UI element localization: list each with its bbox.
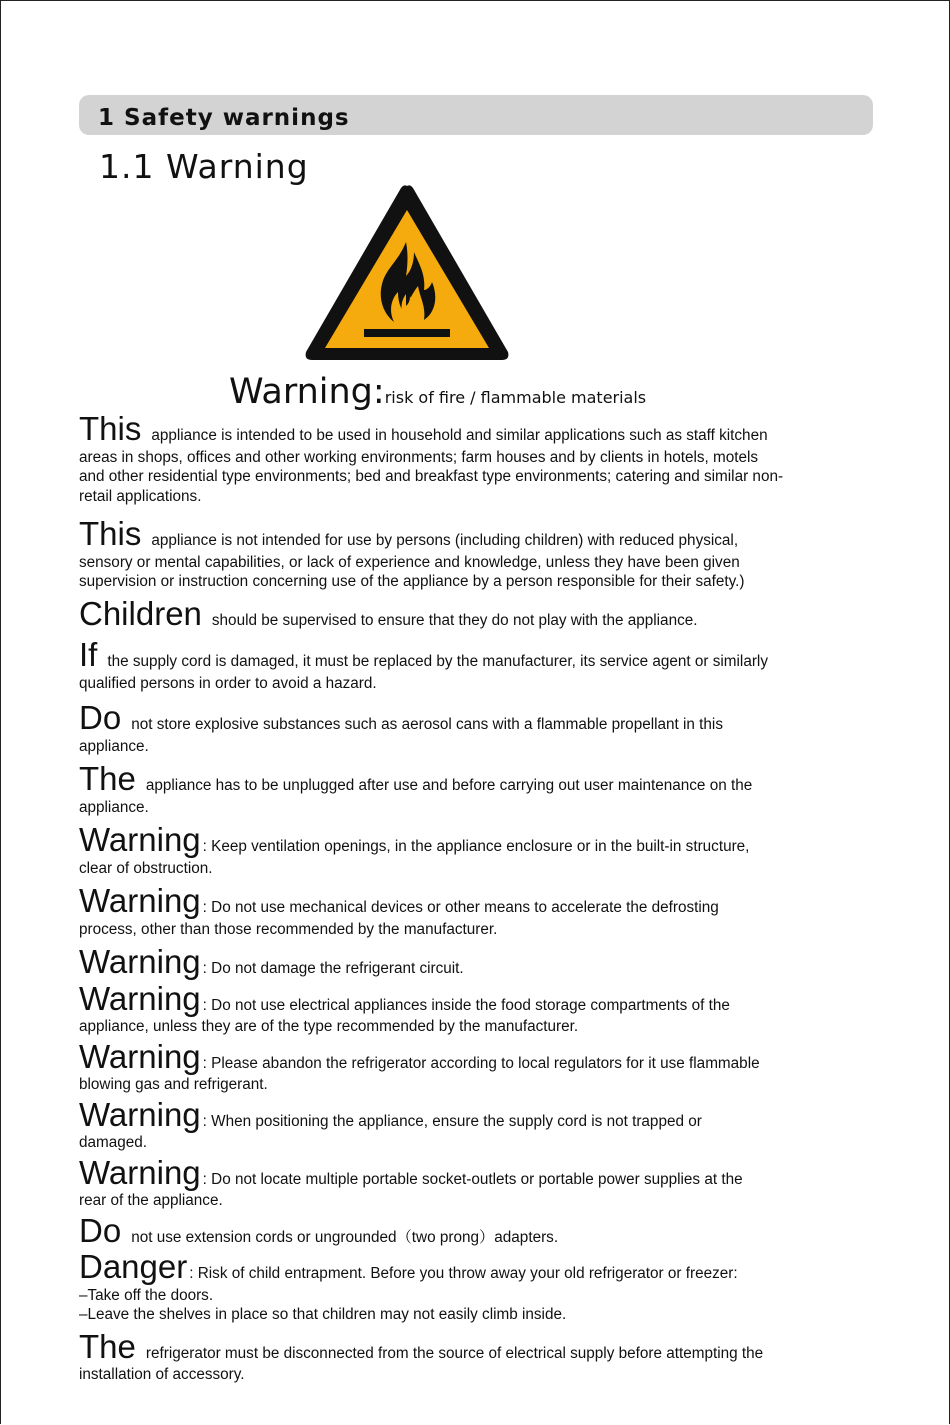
- paragraph-lead-word: Warning: [79, 943, 201, 980]
- paragraph-lead-word: The: [79, 760, 136, 797]
- paragraph-line: [79, 448, 869, 468]
- warning-paragraph: [79, 882, 869, 939]
- paragraph-text: –Leave the shelves in place so that children may not easily climb inside.: [79, 1306, 567, 1323]
- paragraph-text: appliance, unless they are of the type recommended by the manufacturer.: [79, 1018, 579, 1035]
- paragraph-text: appliance is intended to be used in household and similar applications such as staff kitchen: [151, 427, 768, 444]
- paragraph-line: [79, 943, 869, 980]
- paragraph-text: : Keep ventilation openings, in the appliance enclosure or in the built-in structure,: [202, 838, 750, 855]
- paragraph-lead-word: This: [79, 410, 142, 447]
- paragraph-lead-word: Warning: [79, 1095, 201, 1133]
- warning-paragraph: [79, 1153, 869, 1211]
- paragraph-lead-word: Do: [79, 699, 122, 736]
- paragraph-text: : Do not locate multiple portable socket-outlets or portable power supplies at the: [202, 1170, 743, 1188]
- warning-paragraph: [79, 1248, 869, 1325]
- paragraph-line: [79, 882, 869, 919]
- paragraph-lead-word: Warning: [79, 979, 201, 1017]
- subsection-title: 1.1 Warning: [99, 147, 309, 186]
- paragraph-text: rear of the appliance.: [79, 1192, 223, 1209]
- paragraph-line: [79, 410, 869, 447]
- paragraph-text: : Do not use mechanical devices or other means to accelerate the defrosting: [202, 899, 719, 916]
- paragraph-lead-word: Warning: [79, 882, 201, 919]
- paragraph-text: blowing gas and refrigerant.: [79, 1076, 268, 1093]
- paragraph-text: refrigerator must be disconnected from the source of electrical supply before attempting the: [145, 1344, 764, 1362]
- section-title: 1 Safety warnings: [98, 105, 350, 131]
- warning-paragraph: [79, 1211, 869, 1249]
- paragraph-text: the supply cord is damaged, it must be replaced by the manufacturer, its service agent or similarly: [107, 653, 768, 670]
- paragraph-text: and other residential type environments; bed and breakfast type environments; catering and similar non-: [79, 468, 784, 485]
- paragraph-text: : Please abandon the refrigerator according to local regulators for it use flammable: [202, 1054, 760, 1072]
- paragraph-text: : Do not use electrical appliances inside the food storage compartments of the: [202, 996, 730, 1014]
- paragraph-line: [79, 737, 869, 757]
- warning-paragraph: [79, 1037, 869, 1095]
- paragraph-text: installation of accessory.: [79, 1366, 245, 1383]
- paragraph-lead-word: Do: [79, 1211, 122, 1249]
- paragraph-line: [79, 699, 869, 736]
- warning-paragraph: [79, 636, 869, 693]
- paragraph-text: : Do not damage the refrigerant circuit.: [202, 960, 464, 977]
- warning-paragraph: [79, 699, 869, 756]
- paragraph-line: [79, 821, 869, 858]
- paragraph-line: [79, 572, 869, 592]
- paragraph-line: [79, 1133, 869, 1153]
- warning-paragraph: [79, 943, 869, 980]
- paragraph-line: [79, 1327, 869, 1365]
- warning-paragraph: [79, 515, 869, 592]
- paragraph-text: : When positioning the appliance, ensure the supply cord is not trapped or: [202, 1112, 702, 1130]
- paragraph-line: [79, 467, 869, 487]
- paragraph-line: [79, 859, 869, 879]
- paragraph-line: [79, 920, 869, 940]
- paragraph-line: [79, 1017, 869, 1037]
- paragraph-text: : Risk of child entrapment. Before you throw away your old refrigerator or freezer:: [189, 1265, 738, 1282]
- section-header-bar: [79, 95, 873, 135]
- paragraph-text: appliance has to be unplugged after use and before carrying out user maintenance on the: [145, 777, 753, 794]
- paragraph-text: not use extension cords or ungrounded（two prong）adapters.: [131, 1228, 559, 1246]
- paragraph-text: qualified persons in order to avoid a hazard.: [79, 674, 377, 692]
- paragraph-line: [79, 1365, 869, 1385]
- paragraph-text: areas in shops, offices and other working environments; farm houses and by clients in hotels, motels: [79, 448, 759, 466]
- paragraph-lead-word: Warning: [79, 1037, 201, 1075]
- paragraph-lead-word: If: [79, 636, 98, 673]
- paragraph-line: [79, 1095, 869, 1133]
- paragraph-text: sensory or mental capabilities, or lack of experience and knowledge, unless they have been given: [79, 553, 740, 571]
- paragraph-line: [79, 1037, 869, 1075]
- paragraph-line: [79, 1191, 869, 1211]
- paragraph-text: damaged.: [79, 1134, 148, 1151]
- paragraph-line: [79, 487, 869, 507]
- caption-warning-label: Warning:: [229, 372, 385, 412]
- paragraph-line: [79, 553, 869, 573]
- paragraph-lead-word: Warning: [79, 1153, 201, 1191]
- flammable-warning-icon: [302, 182, 512, 364]
- paragraph-text: appliance is not intended for use by persons (including children) with reduced physical,: [151, 532, 739, 549]
- warning-paragraph: [79, 1095, 869, 1153]
- paragraph-lead-word: Children: [79, 594, 202, 632]
- paragraph-line: [79, 1305, 869, 1325]
- paragraph-line: [79, 594, 869, 632]
- paragraph-text: supervision or instruction concerning use of the appliance by a person responsible for their safety.): [79, 573, 745, 590]
- paragraph-text: process, other than those recommended by the manufacturer.: [79, 920, 498, 938]
- warning-paragraph: [79, 979, 869, 1037]
- caption-warning-text: risk of fire / flammable materials: [384, 388, 647, 407]
- warning-paragraph: [79, 410, 869, 506]
- paragraph-lead-word: Danger: [79, 1248, 188, 1285]
- warning-paragraph: [79, 1327, 869, 1385]
- paragraph-line: [79, 515, 869, 552]
- paragraph-text: –Take off the doors.: [79, 1286, 214, 1304]
- paragraph-line: [79, 798, 869, 818]
- paragraph-line: [79, 1248, 869, 1285]
- paragraph-line: [79, 1211, 869, 1249]
- paragraph-lead-word: The: [79, 1327, 136, 1365]
- paragraph-line: [79, 979, 869, 1017]
- paragraph-text: should be supervised to ensure that they do not play with the appliance.: [211, 611, 698, 629]
- warning-caption: [229, 372, 646, 412]
- warning-paragraph: [79, 594, 869, 632]
- paragraph-line: [79, 760, 869, 797]
- paragraph-line: [79, 1286, 869, 1306]
- surface-bar-icon: [364, 329, 450, 337]
- paragraph-text: not store explosive substances such as aerosol cans with a flammable propellant in this: [131, 716, 723, 733]
- paragraph-lead-word: This: [79, 515, 142, 552]
- paragraph-line: [79, 636, 869, 673]
- paragraph-text: retail applications.: [79, 487, 202, 505]
- paragraph-text: clear of obstruction.: [79, 859, 213, 877]
- paragraph-text: appliance.: [79, 737, 149, 755]
- paragraph-line: [79, 674, 869, 694]
- paragraph-line: [79, 1153, 869, 1191]
- paragraph-lead-word: Warning: [79, 821, 201, 858]
- warning-paragraph: [79, 760, 869, 817]
- paragraph-text: appliance.: [79, 798, 149, 816]
- warning-paragraph: [79, 821, 869, 878]
- warning-paragraphs: [79, 408, 869, 1385]
- paragraph-line: [79, 1075, 869, 1095]
